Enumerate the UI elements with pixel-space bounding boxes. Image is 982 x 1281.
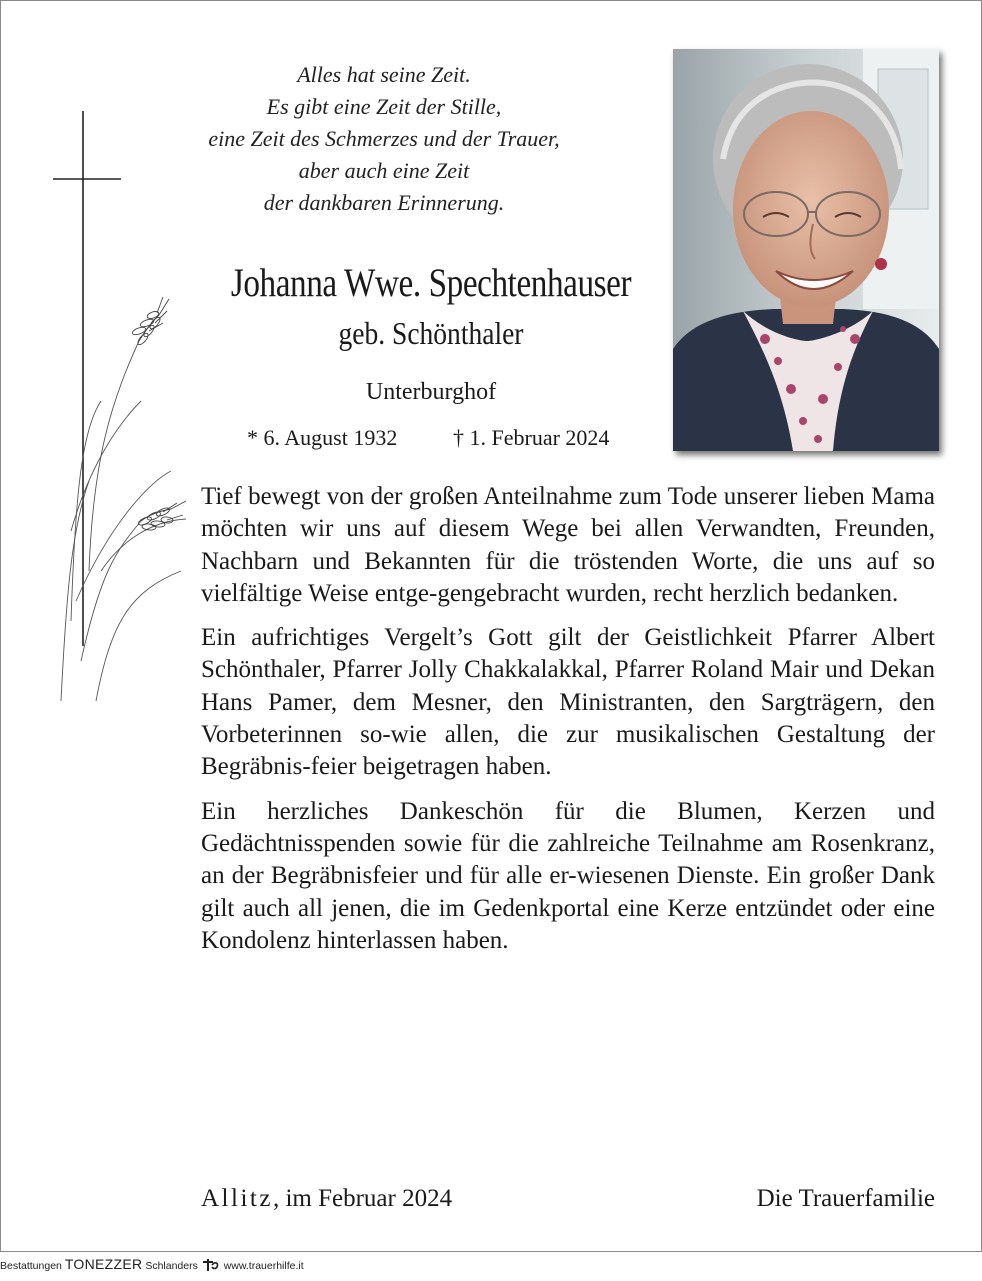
poem-line: Es gibt eine Zeit der Stille, bbox=[266, 94, 502, 119]
portrait-illustration bbox=[673, 49, 939, 451]
town: Allitz bbox=[201, 1185, 273, 1212]
footer-prefix: Bestattungen bbox=[0, 1260, 62, 1272]
poem bbox=[201, 59, 567, 219]
deceased-birth-name: geb. Schönthaler bbox=[338, 315, 524, 351]
footer-suffix: Schlanders bbox=[145, 1260, 198, 1272]
poem-line: der dankbaren Erinnerung. bbox=[263, 190, 505, 215]
poem-line: aber auch eine Zeit bbox=[298, 158, 470, 183]
birth-date: * 6. August 1932 bbox=[247, 425, 398, 450]
paragraph: Tief bewegt von der großen Anteilnahme zum Tode unserer lieben Mama möchten wir uns auf diesem Wege bei allen Verwandten, Freunden, Nachbarn und Bekannten für die tröstenden Worte, die uns auf so vielfältige Weise entge-gengebracht wurden, recht herzlich bedanken. bbox=[201, 483, 935, 607]
signoff-date: , im Februar 2024 bbox=[272, 1185, 453, 1212]
deceased-name: Johanna Wwe. Spechtenhauser bbox=[230, 260, 632, 305]
death-date: † 1. Februar 2024 bbox=[453, 425, 610, 450]
poem-line: Alles hat seine Zeit. bbox=[297, 62, 471, 87]
footer-brand: TONEZZER bbox=[64, 1256, 143, 1272]
place-date bbox=[201, 1185, 452, 1213]
family-signature: Die Trauerfamilie bbox=[756, 1185, 935, 1212]
footer bbox=[0, 1256, 600, 1276]
cross-wheat-decoration bbox=[41, 101, 201, 701]
poem-line: eine Zeit des Schmerzes und der Trauer, bbox=[208, 126, 560, 151]
footer-website[interactable]: www.trauerhilfe.it bbox=[223, 1260, 304, 1272]
portrait-photo bbox=[673, 49, 939, 451]
wheat-icon bbox=[61, 297, 186, 701]
deceased-farm: Unterburghof bbox=[365, 379, 497, 405]
paragraph: Ein herzliches Dankeschön für die Blumen, Kerzen und Gedächtnisspenden sowie für die zahlreiche Teilnahme am Rosenkranz, an der Begräbnisfeier und für alle er-wiesenen Dienste. Ein großer Dank gilt auch all jenen, die im Gedenkportal eine Kerze entzündet oder eine Kondolenz hinterlassen haben. bbox=[201, 797, 935, 954]
paragraph: Ein aufrichtiges Vergelt’s Gott gilt der Geistlichkeit Pfarrer Albert Schönthaler, Pfarrer Jolly Chakkalakkal, Pfarrer Roland Mair und Dekan Hans Pamer, dem Mesner, den Ministranten, den Sargträgern, den Vorbeterinnen so-wie allen, die zur musikalischen Gestaltung der Begräbnis-feier beigetragen haben. bbox=[201, 624, 935, 781]
trauerhilfe-logo-icon bbox=[201, 1258, 221, 1272]
thank-you-text bbox=[201, 481, 935, 969]
